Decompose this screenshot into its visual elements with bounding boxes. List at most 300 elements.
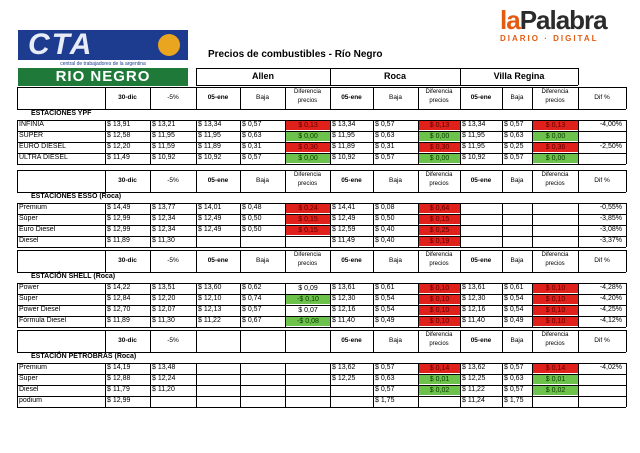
grid-line bbox=[150, 305, 151, 316]
grid-line bbox=[240, 250, 241, 272]
dif-pct: -3,85% bbox=[599, 215, 622, 222]
grid-line bbox=[373, 294, 374, 305]
grid-line bbox=[285, 120, 286, 131]
header-baja-1: Baja bbox=[388, 257, 402, 264]
grid-line bbox=[196, 283, 197, 294]
price-30dic: $ 11,89 bbox=[107, 317, 130, 324]
roca-diferencia: $ 0,25 bbox=[419, 226, 460, 235]
grid-line bbox=[578, 363, 579, 374]
grid-line bbox=[240, 283, 241, 294]
regina-diferencia bbox=[533, 226, 578, 235]
grid-line bbox=[196, 305, 197, 316]
roca-price: $ 10,92 bbox=[332, 154, 356, 161]
grid-line bbox=[626, 142, 627, 153]
grid-line bbox=[285, 250, 286, 272]
grid-line bbox=[373, 203, 374, 214]
dif-pct: -4,12% bbox=[599, 317, 622, 324]
header-dif-0: Diferencia precios bbox=[293, 89, 321, 104]
fuel-name: Super bbox=[19, 375, 38, 382]
grid-line bbox=[105, 396, 106, 407]
roca-diferencia: $ 0,10 bbox=[419, 317, 460, 326]
price-minus5: $ 11,59 bbox=[152, 143, 175, 150]
grid-line bbox=[196, 316, 197, 327]
grid-line bbox=[578, 250, 579, 272]
grid-line bbox=[330, 283, 331, 294]
grid-line bbox=[196, 250, 197, 272]
price-30dic: $ 12,88 bbox=[107, 375, 131, 382]
grid-line bbox=[150, 225, 151, 236]
dif-pct: -0,55% bbox=[599, 204, 622, 211]
regina-diferencia: $ 0,14 bbox=[533, 364, 578, 373]
grid-line bbox=[626, 396, 627, 407]
section-bottom bbox=[17, 164, 626, 165]
regina-baja: $ 0,63 bbox=[504, 375, 524, 382]
grid-line bbox=[578, 87, 579, 109]
grid-line bbox=[626, 87, 627, 109]
header-30dic: 30-dic bbox=[118, 177, 137, 184]
grid-line bbox=[330, 374, 331, 385]
grid-line bbox=[105, 363, 106, 374]
grid-line bbox=[626, 316, 627, 327]
grid-line bbox=[578, 305, 579, 316]
header-pct: -5% bbox=[167, 337, 179, 344]
grid-line bbox=[330, 142, 331, 153]
dif-pct: -4,02% bbox=[599, 364, 622, 371]
grid-line bbox=[240, 305, 241, 316]
grid-line bbox=[196, 236, 197, 247]
grid-line bbox=[502, 305, 503, 316]
grid-line bbox=[626, 120, 627, 131]
price-30dic: $ 12,99 bbox=[107, 226, 131, 233]
allen-diferencia bbox=[286, 364, 330, 373]
grid-line bbox=[578, 396, 579, 407]
grid-line bbox=[240, 131, 241, 142]
grid-line bbox=[17, 203, 18, 214]
grid-line bbox=[502, 225, 503, 236]
header-05ene-0: 05-ene bbox=[207, 94, 229, 101]
dif-pct: -4,20% bbox=[599, 295, 622, 302]
brand-tagline: DIARIO · DIGITAL bbox=[500, 34, 599, 43]
allen-price bbox=[198, 363, 239, 373]
grid-line bbox=[240, 363, 241, 374]
grid-line bbox=[196, 203, 197, 214]
grid-line bbox=[532, 131, 533, 142]
regina-price: $ 13,62 bbox=[462, 364, 486, 371]
grid-line bbox=[285, 170, 286, 192]
roca-baja: $ 0,61 bbox=[375, 284, 395, 291]
roca-baja: $ 0,57 bbox=[375, 386, 395, 393]
grid-line bbox=[626, 214, 627, 225]
grid-line bbox=[285, 131, 286, 142]
grid-line bbox=[502, 120, 503, 131]
grid-line bbox=[626, 385, 627, 396]
header-baja-2: Baja bbox=[510, 94, 524, 101]
grid-line bbox=[460, 225, 461, 236]
grid-line bbox=[17, 330, 18, 352]
header-05ene-0: 05-ene bbox=[207, 257, 229, 264]
grid-line bbox=[196, 153, 197, 164]
grid-line bbox=[532, 385, 533, 396]
grid-line bbox=[196, 225, 197, 236]
regina-baja: $ 0,54 bbox=[504, 295, 524, 302]
grid-line bbox=[330, 294, 331, 305]
allen-baja: $ 0,50 bbox=[242, 215, 262, 222]
allen-baja: $ 0,62 bbox=[242, 284, 262, 291]
grid-line bbox=[330, 330, 331, 352]
grid-line bbox=[626, 236, 627, 247]
sun-icon bbox=[158, 34, 180, 56]
grid-line bbox=[105, 250, 106, 272]
price-30dic: $ 12,84 bbox=[107, 295, 131, 302]
grid-line bbox=[502, 396, 503, 407]
grid-line bbox=[418, 330, 419, 352]
grid-line bbox=[196, 68, 197, 85]
roca-diferencia: $ 0,00 bbox=[419, 154, 460, 163]
regina-diferencia: $ 0,13 bbox=[533, 121, 578, 130]
grid-line bbox=[532, 283, 533, 294]
roca-diferencia: $ 0,30 bbox=[419, 143, 460, 152]
regina-diferencia bbox=[533, 237, 578, 246]
header-dif-2: Diferencia precios bbox=[541, 252, 569, 267]
grid-line bbox=[330, 87, 331, 109]
cta-logo-region: RIO NEGRO bbox=[18, 68, 188, 86]
regina-price: $ 12,30 bbox=[462, 295, 486, 302]
roca-price: $ 12,59 bbox=[332, 226, 356, 233]
regina-baja: $ 1,75 bbox=[504, 397, 524, 404]
regina-diferencia: $ 0,10 bbox=[533, 306, 578, 315]
fuel-name: Diesel bbox=[19, 386, 39, 393]
allen-diferencia: $ 0,24 bbox=[286, 204, 330, 213]
regina-price bbox=[462, 214, 501, 224]
grid-line bbox=[460, 153, 461, 164]
grid-line bbox=[150, 385, 151, 396]
grid-line bbox=[626, 294, 627, 305]
allen-diferencia: $ 0,09 bbox=[298, 285, 318, 292]
allen-baja bbox=[242, 236, 284, 246]
page-title: Precios de combustibles - Río Negro bbox=[208, 49, 383, 60]
price-30dic: $ 11,79 bbox=[107, 386, 130, 393]
grid-line bbox=[578, 283, 579, 294]
grid-line bbox=[373, 363, 374, 374]
regina-diferencia bbox=[533, 215, 578, 224]
grid-line bbox=[373, 305, 374, 316]
allen-diferencia: $ 0,00 bbox=[286, 154, 330, 163]
grid-line bbox=[105, 316, 106, 327]
grid-line bbox=[532, 363, 533, 374]
allen-diferencia bbox=[286, 237, 330, 246]
header-difpct: Dif % bbox=[594, 177, 610, 184]
regina-price: $ 12,25 bbox=[462, 375, 486, 382]
regina-price: $ 10,92 bbox=[462, 154, 486, 161]
grid-line bbox=[460, 170, 461, 192]
town-row-top bbox=[196, 68, 578, 69]
dif-pct: -4,28% bbox=[599, 284, 622, 291]
grid-line bbox=[578, 385, 579, 396]
section-bottom bbox=[17, 327, 626, 328]
grid-line bbox=[502, 87, 503, 109]
allen-baja bbox=[242, 363, 284, 373]
grid-line bbox=[373, 250, 374, 272]
grid-line bbox=[502, 203, 503, 214]
cta-logo-subtitle: central de trabajadores de la argentina bbox=[60, 61, 146, 67]
grid-line bbox=[240, 170, 241, 192]
header-dif-2: Diferencia precios bbox=[541, 89, 569, 104]
grid-line bbox=[460, 203, 461, 214]
grid-line bbox=[330, 131, 331, 142]
grid-line bbox=[502, 142, 503, 153]
grid-line bbox=[17, 87, 18, 109]
grid-line bbox=[502, 214, 503, 225]
grid-line bbox=[626, 305, 627, 316]
grid-line bbox=[330, 68, 331, 85]
grid-line bbox=[330, 170, 331, 192]
allen-price: $ 13,60 bbox=[198, 284, 222, 291]
grid-line bbox=[460, 131, 461, 142]
allen-baja: $ 0,67 bbox=[242, 317, 262, 324]
grid-line bbox=[418, 250, 419, 272]
price-30dic: $ 11,89 bbox=[107, 237, 130, 244]
header-05ene-2: 05-ene bbox=[470, 337, 492, 344]
grid-line bbox=[17, 374, 18, 385]
roca-price: $ 12,49 bbox=[332, 215, 356, 222]
grid-line bbox=[330, 363, 331, 374]
regina-baja: $ 0,49 bbox=[504, 317, 524, 324]
header-30dic: 30-dic bbox=[118, 94, 137, 101]
roca-diferencia: $ 0,00 bbox=[419, 132, 460, 141]
section-title: ESTACIONES ESSO (Roca) bbox=[31, 193, 122, 200]
roca-baja: $ 0,40 bbox=[375, 237, 395, 244]
allen-price bbox=[198, 236, 239, 246]
price-minus5: $ 13,48 bbox=[152, 364, 176, 371]
regina-diferencia: $ 0,00 bbox=[533, 154, 578, 163]
grid-line bbox=[626, 225, 627, 236]
roca-baja: $ 0,49 bbox=[375, 317, 395, 324]
fuel-name: Super bbox=[19, 295, 38, 302]
grid-line bbox=[285, 236, 286, 247]
price-30dic: $ 12,70 bbox=[107, 306, 131, 313]
grid-line bbox=[626, 170, 627, 192]
regina-baja bbox=[504, 214, 531, 224]
grid-line bbox=[418, 316, 419, 327]
grid-line bbox=[150, 131, 151, 142]
fuel-name: Diesel bbox=[19, 237, 39, 244]
roca-baja: $ 0,63 bbox=[375, 375, 395, 382]
grid-line bbox=[150, 120, 151, 131]
roca-diferencia: $ 0,14 bbox=[419, 364, 460, 373]
roca-diferencia bbox=[419, 397, 460, 406]
allen-price: $ 11,22 bbox=[198, 317, 221, 324]
header-baja-2: Baja bbox=[510, 257, 524, 264]
grid-line bbox=[240, 330, 241, 352]
roca-price: $ 11,49 bbox=[332, 237, 355, 244]
grid-line bbox=[418, 142, 419, 153]
grid-line bbox=[578, 203, 579, 214]
roca-price: $ 13,34 bbox=[332, 121, 356, 128]
grid-line bbox=[150, 214, 151, 225]
grid-line bbox=[285, 142, 286, 153]
price-30dic: $ 12,99 bbox=[107, 215, 131, 222]
header-05ene-2: 05-ene bbox=[470, 94, 492, 101]
regina-baja bbox=[504, 225, 531, 235]
grid-line bbox=[17, 153, 18, 164]
allen-price: $ 11,89 bbox=[198, 143, 221, 150]
grid-line bbox=[373, 142, 374, 153]
price-minus5: $ 13,77 bbox=[152, 204, 176, 211]
grid-line bbox=[502, 236, 503, 247]
roca-baja: $ 0,08 bbox=[375, 204, 395, 211]
grid-line bbox=[105, 236, 106, 247]
grid-line bbox=[532, 236, 533, 247]
grid-line bbox=[532, 87, 533, 109]
allen-diferencia: $ 0,15 bbox=[286, 215, 330, 224]
grid-line bbox=[17, 294, 18, 305]
regina-diferencia: $ 0,00 bbox=[533, 132, 578, 141]
grid-line bbox=[502, 153, 503, 164]
roca-diferencia: $ 0,64 bbox=[419, 204, 460, 213]
regina-price bbox=[462, 203, 501, 213]
allen-baja: $ 0,74 bbox=[242, 295, 262, 302]
header-05ene-2: 05-ene bbox=[470, 257, 492, 264]
price-30dic: $ 12,99 bbox=[107, 397, 131, 404]
grid-line bbox=[17, 283, 18, 294]
regina-price bbox=[462, 225, 501, 235]
grid-line bbox=[105, 203, 106, 214]
grid-line bbox=[240, 316, 241, 327]
header-05ene-0: 05-ene bbox=[207, 177, 229, 184]
grid-line bbox=[578, 153, 579, 164]
grid-line bbox=[240, 120, 241, 131]
grid-line bbox=[285, 316, 286, 327]
grid-line bbox=[418, 396, 419, 407]
grid-line bbox=[330, 385, 331, 396]
header-05ene-1: 05-ene bbox=[341, 337, 362, 344]
regina-diferencia: $ 0,10 bbox=[533, 284, 578, 293]
grid-line bbox=[330, 203, 331, 214]
allen-diferencia bbox=[286, 386, 330, 395]
grid-line bbox=[460, 68, 461, 85]
grid-line bbox=[17, 214, 18, 225]
grid-line bbox=[105, 131, 106, 142]
header-baja-1: Baja bbox=[388, 337, 402, 344]
price-minus5: $ 12,34 bbox=[152, 215, 176, 222]
grid-line bbox=[532, 250, 533, 272]
fuel-name: EURO DIESEL bbox=[19, 143, 67, 150]
grid-line bbox=[532, 120, 533, 131]
regina-baja: $ 0,57 bbox=[504, 386, 524, 393]
grid-line bbox=[150, 283, 151, 294]
grid-line bbox=[460, 250, 461, 272]
price-minus5: $ 12,34 bbox=[152, 226, 176, 233]
allen-diferencia: -$ 0,10 bbox=[286, 295, 330, 304]
grid-line bbox=[330, 225, 331, 236]
grid-line bbox=[460, 87, 461, 109]
grid-line bbox=[460, 294, 461, 305]
grid-line bbox=[105, 225, 106, 236]
grid-line bbox=[105, 153, 106, 164]
grid-line bbox=[373, 385, 374, 396]
grid-line bbox=[460, 214, 461, 225]
grid-line bbox=[578, 214, 579, 225]
grid-line bbox=[418, 87, 419, 109]
grid-line bbox=[418, 294, 419, 305]
grid-line bbox=[150, 142, 151, 153]
grid-line bbox=[460, 385, 461, 396]
header-baja-0: Baja bbox=[255, 177, 269, 184]
header-difpct: Dif % bbox=[594, 337, 610, 344]
roca-price bbox=[332, 396, 372, 406]
allen-diferencia: $ 0,00 bbox=[286, 132, 330, 141]
grid-line bbox=[373, 225, 374, 236]
regina-price: $ 11,95 bbox=[462, 132, 485, 139]
price-30dic: $ 14,49 bbox=[107, 204, 131, 211]
grid-line bbox=[105, 120, 106, 131]
allen-price: $ 13,34 bbox=[198, 121, 222, 128]
price-30dic: $ 11,49 bbox=[107, 154, 130, 161]
grid-line bbox=[330, 316, 331, 327]
section-title: ESTACIÓN SHELL (Roca) bbox=[31, 273, 116, 280]
grid-line bbox=[240, 294, 241, 305]
roca-diferencia: $ 0,02 bbox=[419, 386, 460, 395]
grid-line bbox=[17, 170, 18, 192]
grid-line bbox=[150, 363, 151, 374]
grid-line bbox=[460, 142, 461, 153]
grid-line bbox=[150, 236, 151, 247]
grid-line bbox=[196, 374, 197, 385]
grid-line bbox=[150, 170, 151, 192]
roca-diferencia: $ 0,19 bbox=[419, 237, 460, 246]
grid-line bbox=[532, 214, 533, 225]
grid-line bbox=[373, 236, 374, 247]
grid-line bbox=[330, 120, 331, 131]
roca-baja: $ 0,54 bbox=[375, 295, 395, 302]
roca-diferencia: $ 0,01 bbox=[419, 375, 460, 384]
header-baja-1: Baja bbox=[388, 94, 402, 101]
grid-line bbox=[105, 142, 106, 153]
header-dif-2: Diferencia precios bbox=[541, 332, 569, 347]
town-header-2: Villa Regina bbox=[493, 71, 545, 81]
grid-line bbox=[578, 330, 579, 352]
roca-baja: $ 0,57 bbox=[375, 364, 395, 371]
price-30dic: $ 13,91 bbox=[107, 121, 131, 128]
header-baja-2: Baja bbox=[510, 337, 524, 344]
price-minus5: $ 11,30 bbox=[152, 317, 175, 324]
section-header-bottom bbox=[17, 109, 626, 110]
grid-line bbox=[626, 131, 627, 142]
grid-line bbox=[150, 203, 151, 214]
grid-line bbox=[17, 305, 18, 316]
grid-line bbox=[330, 305, 331, 316]
grid-line bbox=[626, 363, 627, 374]
regina-diferencia bbox=[533, 397, 578, 406]
grid-line bbox=[578, 68, 579, 85]
grid-line bbox=[240, 214, 241, 225]
regina-price: $ 13,61 bbox=[462, 284, 486, 291]
price-30dic: $ 12,58 bbox=[107, 132, 131, 139]
brand-part-a: la bbox=[500, 5, 520, 35]
grid-line bbox=[330, 153, 331, 164]
grid-line bbox=[285, 330, 286, 352]
grid-line bbox=[196, 330, 197, 352]
price-30dic: $ 14,22 bbox=[107, 284, 131, 291]
grid-line bbox=[240, 236, 241, 247]
grid-line bbox=[105, 294, 106, 305]
allen-price: $ 12,49 bbox=[198, 215, 222, 222]
grid-line bbox=[105, 305, 106, 316]
header-difpct: Dif % bbox=[594, 94, 610, 101]
fuel-name: SÚPER bbox=[19, 132, 44, 139]
header-30dic: 30-dic bbox=[118, 257, 137, 264]
grid-line bbox=[17, 363, 18, 374]
